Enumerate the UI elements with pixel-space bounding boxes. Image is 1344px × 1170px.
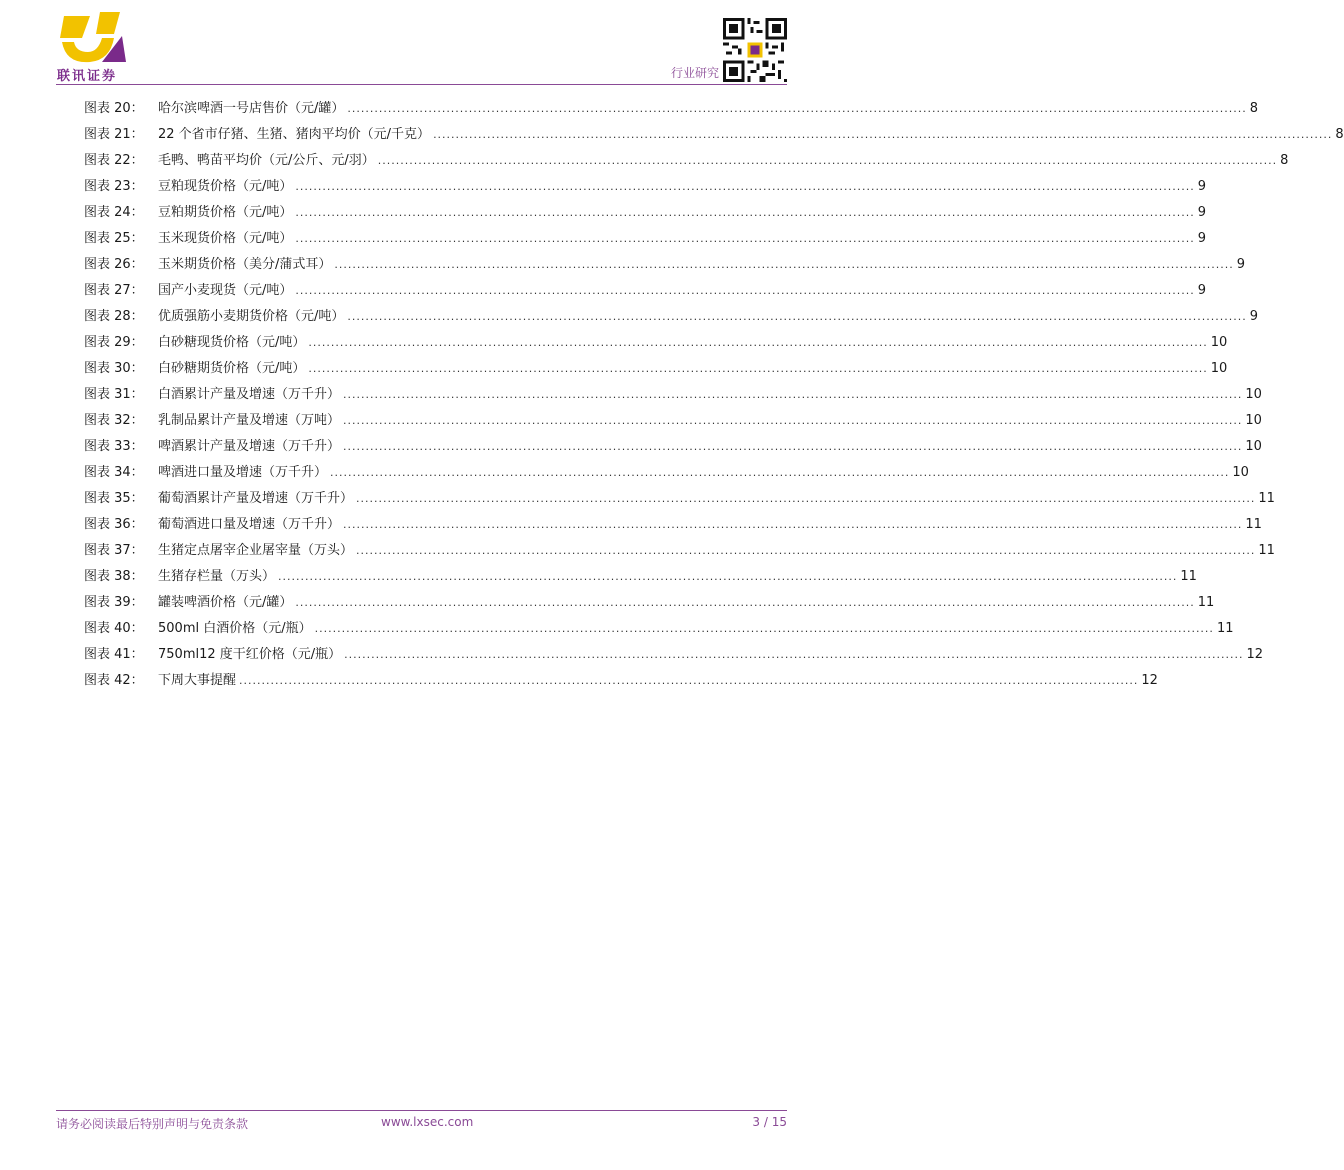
toc-entry-title: 豆粕期货价格（元/吨） xyxy=(158,205,293,220)
toc-entry[interactable] xyxy=(84,304,1258,330)
toc-entry[interactable] xyxy=(84,590,1215,616)
toc-entry-page: 8 xyxy=(1249,101,1258,116)
toc-entry-title: 750ml12 度干红价格（元/瓶） xyxy=(158,647,342,662)
toc-entry[interactable] xyxy=(84,200,1206,226)
toc-entry-title: 玉米期货价格（美分/蒲式耳） xyxy=(158,257,332,272)
toc-entry-page: 9 xyxy=(1197,179,1206,194)
toc-entry-number: 图表 40： xyxy=(84,621,144,636)
toc-entry-number: 图表 36： xyxy=(84,517,144,532)
toc-entry-number: 图表 29： xyxy=(84,335,144,350)
toc-dot-leader: ........................................................................................................................................................................................................ xyxy=(347,102,1247,115)
toc-entry-page: 9 xyxy=(1236,257,1245,272)
toc-entry-title: 生猪存栏量（万头） xyxy=(158,569,276,584)
toc-entry-page: 10 xyxy=(1232,465,1249,480)
toc-entry-number: 图表 41： xyxy=(84,647,144,662)
toc-entry-title: 玉米现货价格（元/吨） xyxy=(158,231,293,246)
toc-entry-page: 10 xyxy=(1210,361,1228,376)
toc-dot-leader: ........................................................................................................................................................................................................ xyxy=(343,414,1243,427)
toc-dot-leader: ........................................................................................................................................................................................................ xyxy=(344,648,1244,661)
toc-entry[interactable] xyxy=(84,408,1262,434)
toc-entry-number: 图表 35： xyxy=(84,491,144,506)
toc-dot-leader: ........................................................................................................................................................................................................ xyxy=(356,544,1256,557)
toc-entry-title: 22 个省市仔猪、生猪、猪肉平均价（元/千克） xyxy=(158,127,431,142)
toc-entry-title: 豆粕现货价格（元/吨） xyxy=(158,179,293,194)
toc-entry-page: 10 xyxy=(1245,413,1262,428)
toc-entry-number: 图表 42： xyxy=(84,673,144,688)
toc-dot-leader: ........................................................................................................................................................................................................ xyxy=(347,310,1247,323)
toc-entry[interactable] xyxy=(84,382,1262,408)
toc-entry-title: 500ml 白酒价格（元/瓶） xyxy=(158,621,312,636)
toc-dot-leader: ........................................................................................................................................................................................................ xyxy=(314,622,1214,635)
toc-entry-page: 12 xyxy=(1246,647,1264,662)
toc-entry-title: 啤酒进口量及增速（万千升） xyxy=(158,465,328,480)
toc-entry-title: 国产小麦现货（元/吨） xyxy=(158,283,293,298)
toc-entry-title: 葡萄酒进口量及增速（万千升） xyxy=(158,517,341,532)
toc-entry-title: 罐装啤酒价格（元/罐） xyxy=(158,595,293,610)
toc-entry-page: 8 xyxy=(1280,153,1289,168)
toc-dot-leader: ........................................................................................................................................................................................................ xyxy=(334,258,1234,271)
toc-entry[interactable] xyxy=(84,226,1206,252)
toc-entry[interactable] xyxy=(84,330,1228,356)
toc-entry-number: 图表 23： xyxy=(84,179,144,194)
toc-entry-title: 白砂糖期货价格（元/吨） xyxy=(158,361,306,376)
toc-entry-number: 图表 22： xyxy=(84,153,144,168)
qr-code-icon xyxy=(723,18,787,82)
toc-dot-leader: ........................................................................................................................................................................................................ xyxy=(239,674,1139,687)
toc-entry-page: 10 xyxy=(1245,439,1262,454)
toc-entry-title: 哈尔滨啤酒一号店售价（元/罐） xyxy=(158,101,345,116)
toc-entry-number: 图表 34： xyxy=(84,465,144,480)
toc-dot-leader: ........................................................................................................................................................................................................ xyxy=(308,336,1208,349)
toc-entry-title: 啤酒累计产量及增速（万千升） xyxy=(158,439,341,454)
toc-dot-leader: ........................................................................................................................................................................................................ xyxy=(377,154,1278,167)
toc-entry-page: 11 xyxy=(1180,569,1197,584)
toc-dot-leader: ........................................................................................................................................................................................................ xyxy=(295,596,1195,609)
toc-entry-page: 9 xyxy=(1197,231,1206,246)
toc-entry[interactable] xyxy=(84,668,1158,694)
header-divider xyxy=(56,84,787,85)
toc-entry-page: 8 xyxy=(1335,127,1344,142)
toc-entry-page: 11 xyxy=(1258,491,1275,506)
toc-dot-leader: ........................................................................................................................................................................................................ xyxy=(308,362,1208,375)
toc-entry-number: 图表 39： xyxy=(84,595,144,610)
page-indicator: 3 / 15 xyxy=(752,1115,787,1129)
toc-entry-page: 12 xyxy=(1141,673,1158,688)
toc-dot-leader: ........................................................................................................................................................................................................ xyxy=(295,284,1195,297)
toc-dot-leader: ........................................................................................................................................................................................................ xyxy=(433,128,1333,141)
toc-dot-leader: ........................................................................................................................................................................................................ xyxy=(295,232,1195,245)
page-header xyxy=(0,0,827,90)
toc-entry-page: 10 xyxy=(1210,335,1228,350)
toc-dot-leader: ........................................................................................................................................................................................................ xyxy=(278,570,1178,583)
toc-entry[interactable] xyxy=(84,460,1249,486)
toc-entry-title: 葡萄酒累计产量及增速（万千升） xyxy=(158,491,354,506)
toc-entry[interactable] xyxy=(84,564,1197,590)
toc-entry[interactable] xyxy=(84,356,1228,382)
toc-entry-page: 11 xyxy=(1258,543,1275,558)
toc-entry-number: 图表 25： xyxy=(84,231,144,246)
toc-entry-number: 图表 32： xyxy=(84,413,144,428)
toc-dot-leader: ........................................................................................................................................................................................................ xyxy=(330,466,1230,479)
toc-entry-number: 图表 38： xyxy=(84,569,144,584)
toc-entry-number: 图表 20： xyxy=(84,101,144,116)
toc-entry-page: 9 xyxy=(1197,205,1206,220)
toc-entry[interactable] xyxy=(84,642,1264,668)
toc-entry-number: 图表 27： xyxy=(84,283,144,298)
toc-entry[interactable] xyxy=(84,96,1258,122)
toc-entry-title: 优质强筋小麦期货价格（元/吨） xyxy=(158,309,345,324)
toc-entry-page: 11 xyxy=(1197,595,1215,610)
footer-website[interactable]: www.lxsec.com xyxy=(381,1115,474,1129)
toc-entry-number: 图表 31： xyxy=(84,387,144,402)
toc-entry[interactable] xyxy=(84,538,1275,564)
toc-dot-leader: ........................................................................................................................................................................................................ xyxy=(343,388,1243,401)
toc-entry[interactable] xyxy=(84,434,1262,460)
toc-entry[interactable] xyxy=(84,512,1262,538)
toc-entry-number: 图表 37： xyxy=(84,543,144,558)
footer-divider xyxy=(56,1110,787,1111)
toc-entry[interactable] xyxy=(84,122,1344,148)
toc-entry-number: 图表 30： xyxy=(84,361,144,376)
toc-entry[interactable] xyxy=(84,278,1206,304)
toc-entry-number: 图表 21： xyxy=(84,127,144,142)
toc-dot-leader: ........................................................................................................................................................................................................ xyxy=(295,206,1195,219)
toc-entry[interactable] xyxy=(84,148,1289,174)
toc-entry-page: 9 xyxy=(1197,283,1206,298)
toc-entry-number: 图表 24： xyxy=(84,205,144,220)
toc-entry-title: 毛鸭、鸭苗平均价（元/公斤、元/羽） xyxy=(158,153,375,168)
toc-entry-title: 白砂糖现货价格（元/吨） xyxy=(158,335,306,350)
toc-entry-title: 下周大事提醒 xyxy=(158,673,237,688)
toc-entry-page: 10 xyxy=(1245,387,1262,402)
toc-entry[interactable] xyxy=(84,616,1234,642)
toc-entry[interactable] xyxy=(84,174,1206,200)
toc-entry-page: 9 xyxy=(1249,309,1258,324)
chart-index-list xyxy=(84,96,1344,694)
toc-entry-title: 乳制品累计产量及增速（万吨） xyxy=(158,413,341,428)
toc-entry-page: 11 xyxy=(1245,517,1262,532)
toc-entry-number: 图表 33： xyxy=(84,439,144,454)
toc-entry-title: 白酒累计产量及增速（万千升） xyxy=(158,387,341,402)
section-label: 行业研究 xyxy=(670,66,719,80)
toc-entry-number: 图表 26： xyxy=(84,257,144,272)
toc-dot-leader: ........................................................................................................................................................................................................ xyxy=(295,180,1195,193)
logo-text: 联讯证券 xyxy=(57,69,118,84)
toc-dot-leader: ........................................................................................................................................................................................................ xyxy=(343,440,1243,453)
toc-entry[interactable] xyxy=(84,486,1275,512)
toc-dot-leader: ........................................................................................................................................................................................................ xyxy=(356,492,1256,505)
toc-entry-title: 生猪定点屠宰企业屠宰量（万头） xyxy=(158,543,354,558)
toc-entry-number: 图表 28： xyxy=(84,309,144,324)
toc-entry[interactable] xyxy=(84,252,1245,278)
toc-dot-leader: ........................................................................................................................................................................................................ xyxy=(343,518,1243,531)
toc-entry-page: 11 xyxy=(1216,621,1234,636)
footer-disclaimer: 请务必阅读最后特别声明与免责条款 xyxy=(56,1117,249,1131)
